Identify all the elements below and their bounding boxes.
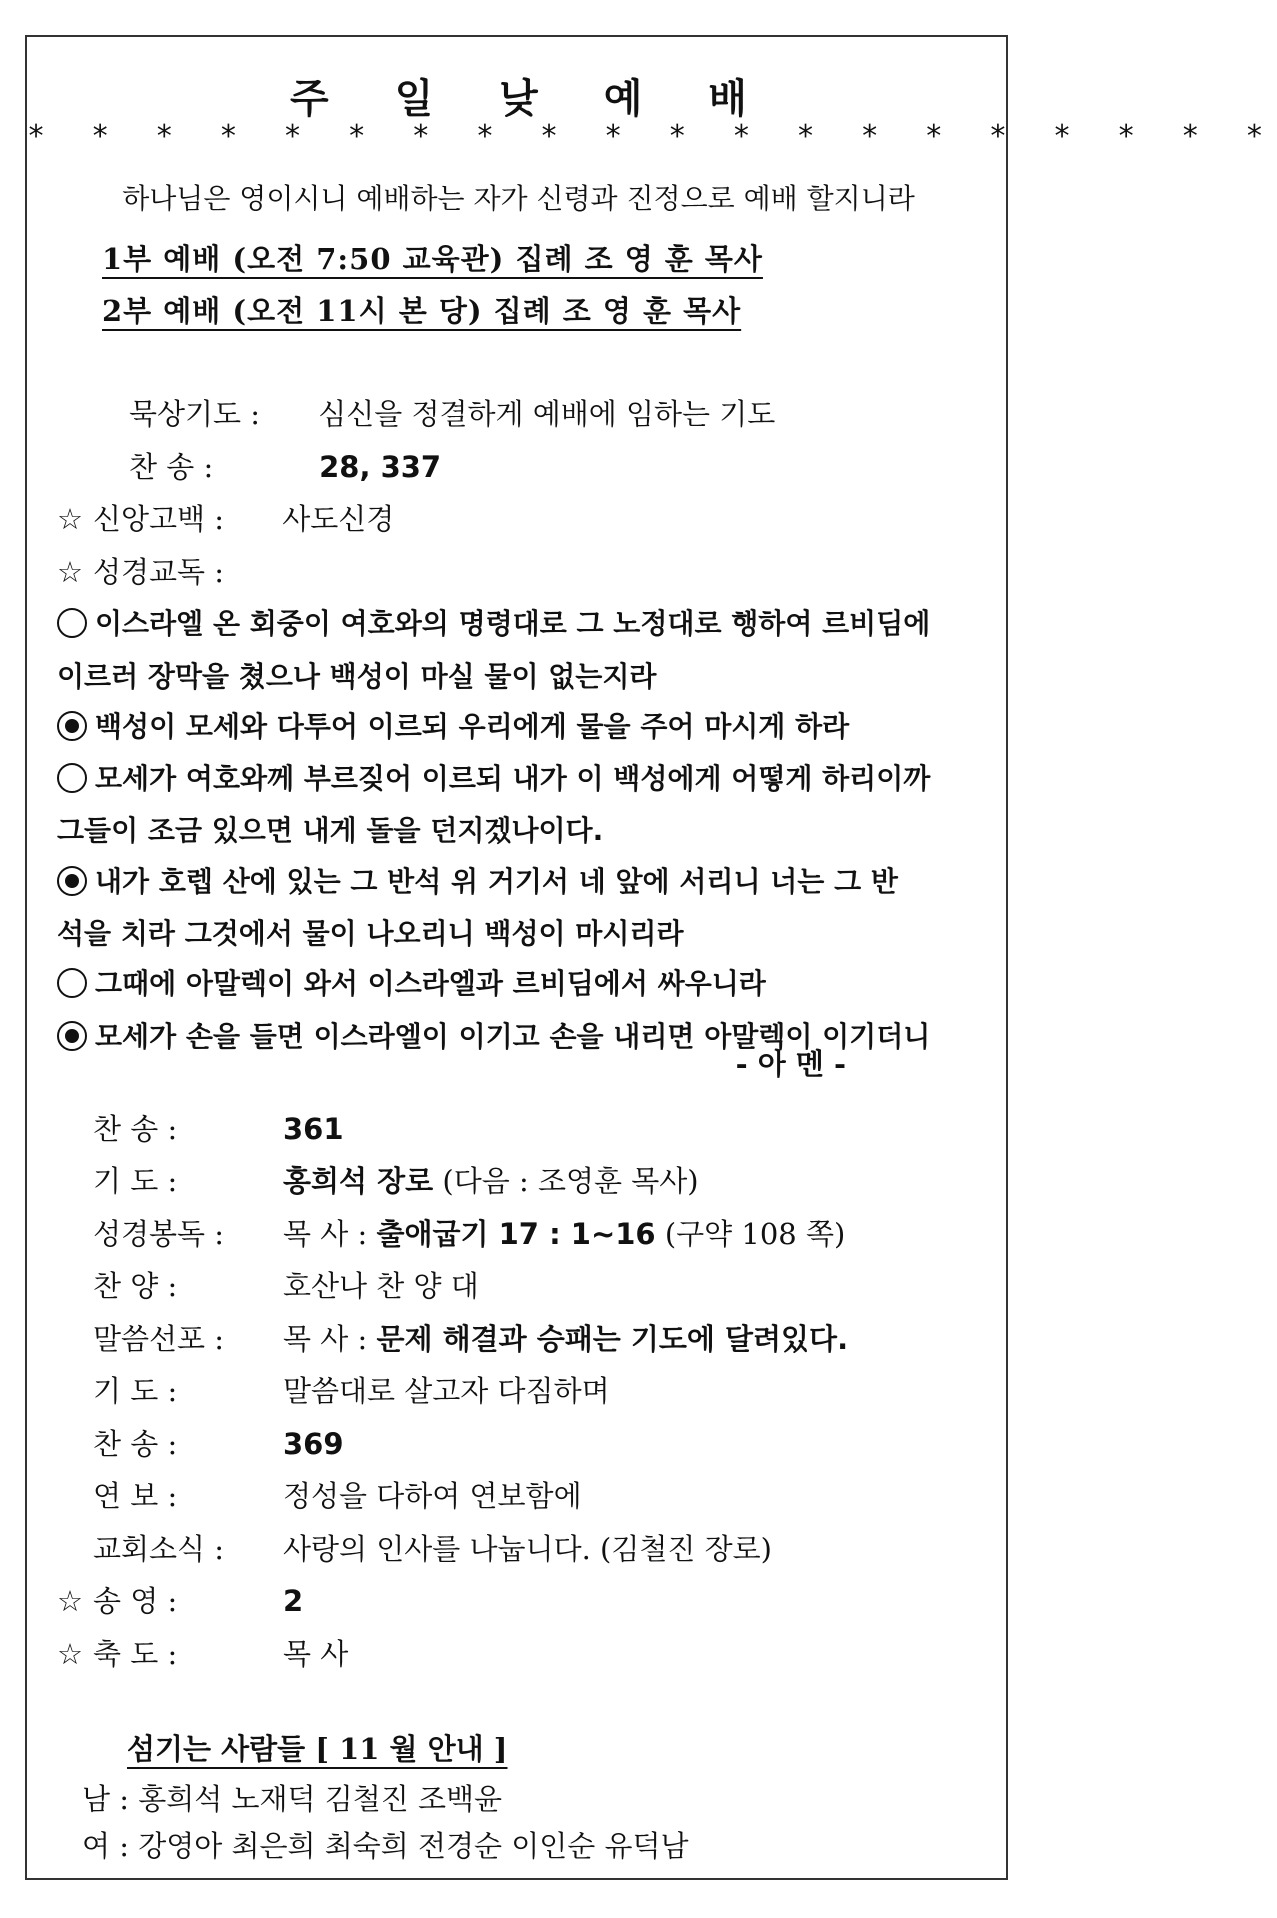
reading-line — [57, 912, 684, 952]
order-item — [93, 1422, 344, 1463]
order-value: 사도신경 — [273, 502, 395, 536]
order-item — [57, 550, 273, 591]
order-label: 축 도 : — [93, 1637, 178, 1671]
order-label: 묵상기도 : — [129, 397, 261, 431]
order-value-bold: 출애굽기 17 : 1~16 — [376, 1217, 656, 1251]
reading-text: 이스라엘 온 회중이 여호와의 명령대로 그 노정대로 행하여 르비딤에 — [95, 607, 931, 640]
order-label: 성경교독 : — [93, 555, 225, 589]
reading-text: 그들이 조금 있으면 내게 돌을 던지겠나이다. — [57, 814, 604, 847]
order-label: 찬 송 : — [129, 450, 214, 484]
reading-text: 모세가 손을 들면 이스라엘이 이기고 손을 내리면 아말렉이 이기더니 — [95, 1020, 931, 1053]
page-title: 주 일 낮 예 배 — [290, 75, 773, 122]
order-value: 사랑의 인사를 나눕니다. (김철진 장로) — [283, 1532, 772, 1566]
order-value: 말씀대로 살고자 다짐하며 — [283, 1374, 610, 1408]
order-item — [93, 1107, 344, 1148]
filled-circle-icon — [57, 711, 87, 741]
order-value-bold: 홍희석 장로 — [283, 1164, 434, 1198]
order-label: 말씀선포 : — [93, 1322, 225, 1356]
order-item — [93, 1159, 699, 1200]
order-value-bold: 2 — [283, 1584, 304, 1618]
order-value: 정성을 다하여 연보함에 — [283, 1479, 582, 1513]
order-value: 목 사 : — [283, 1217, 377, 1251]
reading-text: 석을 치라 그것에서 물이 나오리니 백성이 마시리라 — [57, 917, 684, 950]
bulletin-frame — [25, 35, 1277, 1880]
order-label: 찬 송 : — [93, 1112, 178, 1146]
order-value: 28, 337 — [309, 450, 442, 484]
order-label: 찬 송 : — [93, 1427, 178, 1461]
servers-women: 여 : 강영아 최은희 최숙희 전경순 이인순 유덕남 — [82, 1829, 689, 1863]
reading-text: 백성이 모세와 다투어 이르되 우리에게 물을 주어 마시게 하라 — [95, 710, 850, 743]
reading-line — [57, 809, 603, 849]
order-item — [93, 1317, 848, 1358]
order-label: 연 보 : — [93, 1479, 178, 1513]
filled-circle-icon — [57, 866, 87, 896]
order-label: 교회소식 : — [93, 1532, 225, 1566]
order-value-bold: 문제 해결과 승패는 기도에 달려있다. — [376, 1322, 849, 1356]
order-item — [93, 392, 775, 433]
reading-line — [57, 705, 849, 745]
order-item — [93, 1369, 610, 1410]
order-label: 기 도 : — [93, 1374, 178, 1408]
reading-text: 모세가 여호와께 부르짖어 이르되 내가 이 백성에게 어떻게 하리이까 — [95, 762, 931, 795]
order-item — [57, 1632, 348, 1673]
circle-icon — [57, 763, 87, 793]
service-1: 1부 예배 (오전 7:50 교육관) 집례 조 영 훈 목사 — [102, 242, 763, 276]
star-divider: * * * * * * * * * * * * * * * * * * * * — [27, 119, 1277, 154]
servers-men: 남 : 홍희석 노재덕 김철진 조백윤 — [82, 1782, 503, 1816]
order-note: (구약 108 쪽) — [655, 1217, 846, 1251]
service-2: 2부 예배 (오전 11시 본 당) 집례 조 영 훈 목사 — [102, 294, 742, 328]
reading-line — [57, 655, 656, 695]
order-label: 송 영 : — [93, 1584, 178, 1618]
star-mark: ☆ — [57, 555, 83, 589]
filled-circle-icon — [57, 1021, 87, 1051]
order-label: 찬 양 : — [93, 1269, 178, 1303]
amen: - 아 멘 - — [735, 1047, 846, 1081]
reading-text: 이르러 장막을 쳤으나 백성이 마실 물이 없는지라 — [57, 660, 657, 693]
order-label: 신앙고백 : — [93, 502, 225, 536]
order-item — [93, 1212, 845, 1253]
reading-line — [57, 860, 898, 900]
order-value: 목 사 — [283, 1637, 349, 1671]
order-item — [93, 1527, 772, 1568]
reading-line — [57, 962, 766, 1002]
star-mark: ☆ — [57, 1584, 83, 1618]
order-item — [93, 1474, 582, 1515]
reading-text: 내가 호렙 산에 있는 그 반석 위 거기서 네 앞에 서리니 너는 그 반 — [95, 865, 898, 898]
circle-icon — [57, 608, 87, 638]
circle-icon — [57, 968, 87, 998]
theme-verse: 하나님은 영이시니 예배하는 자가 신령과 진정으로 예배 할지니라 — [122, 182, 915, 215]
reading-line — [57, 757, 930, 797]
servers-title: 섬기는 사람들 [ 11 월 안내 ] — [127, 1732, 508, 1766]
order-item — [57, 497, 394, 538]
reading-line — [57, 602, 930, 642]
order-item — [93, 1264, 479, 1305]
order-item — [57, 1579, 303, 1620]
order-value-bold: 361 — [283, 1112, 344, 1146]
order-value-bold: 369 — [283, 1427, 344, 1461]
order-value: 호산나 찬 양 대 — [283, 1269, 479, 1303]
star-mark: ☆ — [57, 502, 83, 536]
star-mark: ☆ — [57, 1637, 83, 1671]
order-item — [93, 445, 441, 486]
order-value: 심신을 정결하게 예배에 임하는 기도 — [309, 397, 776, 431]
reading-text: 그때에 아말렉이 와서 이스라엘과 르비딤에서 싸우니라 — [95, 967, 766, 1000]
order-label: 성경봉독 : — [93, 1217, 225, 1251]
order-note: (다음 : 조영훈 목사) — [433, 1164, 699, 1198]
order-label: 기 도 : — [93, 1164, 178, 1198]
order-value: 목 사 : — [283, 1322, 377, 1356]
